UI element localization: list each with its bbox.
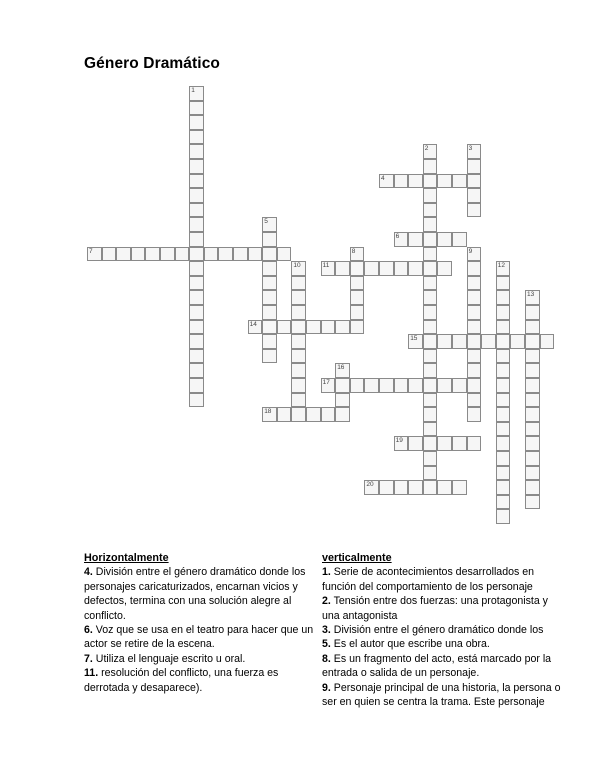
clue-down-1 [322,565,567,594]
crossword-cell[interactable] [291,378,306,393]
crossword-cell[interactable] [131,247,146,262]
cell-number: 4 [381,174,385,182]
crossword-cell[interactable] [423,217,438,232]
crossword-cell[interactable] [350,261,365,276]
crossword-cell[interactable] [423,247,438,262]
crossword-cell[interactable] [189,174,204,189]
crossword-cell[interactable] [467,436,482,451]
crossword-cell[interactable] [540,334,555,349]
crossword-cell[interactable] [452,334,467,349]
crossword-cell[interactable] [189,290,204,305]
crossword-cell[interactable] [496,261,511,276]
cell-number: 3 [468,145,473,153]
crossword-cell[interactable] [525,378,540,393]
crossword-cell[interactable] [350,305,365,320]
crossword-cell[interactable] [248,320,263,335]
crossword-cell[interactable] [189,320,204,335]
across-clues [84,551,324,695]
cell-number: 12 [497,262,506,270]
crossword-cell[interactable] [291,320,306,335]
crossword-cell[interactable] [408,480,423,495]
crossword-cell[interactable] [423,422,438,437]
crossword-cell[interactable] [394,261,409,276]
clue-number: 7. [84,652,93,665]
clue-across-4 [84,565,324,623]
crossword-cell[interactable] [189,203,204,218]
crossword-cell[interactable] [262,261,277,276]
crossword-cell[interactable] [496,509,511,524]
crossword-cell[interactable] [525,495,540,510]
crossword-cell[interactable] [291,261,306,276]
crossword-cell[interactable] [496,480,511,495]
crossword-cell[interactable] [423,349,438,364]
clue-text: Es el autor que escribe una obra. [330,638,490,651]
clue-down-3 [322,623,567,637]
crossword-cell[interactable] [437,480,452,495]
cell-number: 14 [249,320,257,328]
crossword-cell[interactable] [321,261,336,276]
crossword-cell[interactable] [437,334,452,349]
crossword-cell[interactable] [335,261,350,276]
crossword-cell[interactable] [394,232,409,247]
crossword-cell[interactable] [467,203,482,218]
crossword-cell[interactable] [423,451,438,466]
crossword-cell[interactable] [437,174,452,189]
crossword-cell[interactable] [277,247,292,262]
crossword-cell[interactable] [291,349,306,364]
crossword-cell[interactable] [467,261,482,276]
clue-number: 3. [322,624,331,637]
clue-across-7 [84,652,324,666]
clue-text: Serie de acontecimientos desarrollados en función del comportamiento de los personaje [322,566,535,593]
cell-number: 13 [527,291,535,299]
crossword-cell[interactable] [423,466,438,481]
clue-number: 5. [322,638,331,651]
clue-across-6 [84,623,324,652]
crossword-cell[interactable] [189,115,204,130]
crossword-cell[interactable] [437,232,452,247]
crossword-cell[interactable] [423,290,438,305]
crossword-cell[interactable] [291,407,306,422]
crossword-cell[interactable] [394,436,409,451]
crossword-cell[interactable] [525,334,540,349]
cell-number: 10 [293,262,301,270]
crossword-cell[interactable] [525,290,540,305]
crossword-cell[interactable] [437,261,452,276]
crossword-cell[interactable] [189,217,204,232]
crossword-cell[interactable] [189,101,204,116]
clue-number: 8. [322,652,331,665]
crossword-cell[interactable] [350,276,365,291]
crossword-cell[interactable] [423,378,438,393]
crossword-cell[interactable] [233,247,248,262]
crossword-cell[interactable] [467,320,482,335]
across-heading: Horizontalmente [84,552,169,564]
crossword-cell[interactable] [335,320,350,335]
crossword-cell[interactable] [189,276,204,291]
crossword-cell[interactable] [189,159,204,174]
crossword-cell[interactable] [467,144,482,159]
clue-text: División entre el género dramático donde los personajes caricaturizados, encarnan vicios y defectos, termina con una solución alegre al conflicto. [84,566,306,622]
crossword-cell[interactable] [408,378,423,393]
crossword-cell[interactable] [467,290,482,305]
clue-text: Voz que se usa en el teatro para hacer que un actor se retire de la escena. [84,624,314,651]
crossword-cell[interactable] [277,320,292,335]
crossword-cell[interactable] [452,232,467,247]
crossword-cell[interactable] [423,436,438,451]
crossword-cell[interactable] [350,290,365,305]
crossword-cell[interactable] [496,276,511,291]
crossword-cell[interactable] [394,174,409,189]
crossword-cell[interactable] [452,378,467,393]
crossword-cell[interactable] [262,349,277,364]
cell-number: 15 [410,335,418,343]
crossword-cell[interactable] [189,349,204,364]
crossword-cell[interactable] [189,247,204,262]
crossword-cell[interactable] [467,247,482,262]
crossword-cell[interactable] [335,393,350,408]
crossword-cell[interactable] [525,436,540,451]
crossword-cell[interactable] [467,305,482,320]
cell-number: 1 [191,87,195,94]
crossword-cell[interactable] [189,378,204,393]
clue-down-8 [322,652,567,681]
crossword-cell[interactable] [467,188,482,203]
crossword-cell[interactable] [335,378,350,393]
cell-number: 20 [366,481,374,489]
crossword-cell[interactable] [277,407,292,422]
crossword-cell[interactable] [496,451,511,466]
crossword-cell[interactable] [189,188,204,203]
crossword-cell[interactable] [452,480,467,495]
cell-number: 5 [264,218,268,226]
crossword-cell[interactable] [394,378,409,393]
clue-number: 9. [322,681,331,694]
crossword-cell[interactable] [467,378,482,393]
crossword-cell[interactable] [379,480,394,495]
crossword-cell[interactable] [423,159,438,174]
crossword-cell[interactable] [525,363,540,378]
clue-number: 11. [84,667,99,680]
crossword-cell[interactable] [335,407,350,422]
crossword-cell[interactable] [364,378,379,393]
clue-down-5 [322,637,567,651]
crossword-cell[interactable] [467,159,482,174]
crossword-cell[interactable] [423,174,438,189]
crossword-cell[interactable] [467,334,482,349]
crossword-cell[interactable] [481,334,496,349]
crossword-cell[interactable] [248,247,263,262]
crossword-cell[interactable] [423,480,438,495]
crossword-cell[interactable] [306,320,321,335]
page-title: Género Dramático [84,55,220,72]
crossword-cell[interactable] [525,451,540,466]
clue-text: División entre el género dramático donde los [330,624,544,637]
crossword-cell[interactable] [423,261,438,276]
crossword-cell[interactable] [102,247,117,262]
crossword-cell[interactable] [189,393,204,408]
crossword-cell[interactable] [496,305,511,320]
crossword-cell[interactable] [262,320,277,335]
clue-number: 2. [322,595,331,608]
cell-number: 9 [468,247,473,255]
crossword-cell[interactable] [452,174,467,189]
cell-number: 8 [351,247,356,255]
crossword-cell[interactable] [452,436,467,451]
crossword-cell[interactable] [437,378,452,393]
crossword-cell[interactable] [116,247,131,262]
crossword-cell[interactable] [525,480,540,495]
cell-number: 6 [395,233,400,240]
crossword-cell[interactable] [467,276,482,291]
clue-text: Utiliza el lenguaje escrito u oral. [92,652,246,665]
crossword-cell[interactable] [496,363,511,378]
crossword-cell[interactable] [423,305,438,320]
crossword-cell[interactable] [291,276,306,291]
crossword-cell[interactable] [160,247,175,262]
crossword-cell[interactable] [321,378,336,393]
crossword-cell[interactable] [262,232,277,247]
crossword-cell[interactable] [496,378,511,393]
crossword-cell[interactable] [350,378,365,393]
crossword-cell[interactable] [189,334,204,349]
clue-number: 6. [84,624,93,637]
crossword-cell[interactable] [408,174,423,189]
crossword-cell[interactable] [525,349,540,364]
clue-number: 4. [84,566,93,579]
crossword-cell[interactable] [204,247,219,262]
crossword-cell[interactable] [423,393,438,408]
clue-down-2 [322,594,567,623]
clue-number: 1. [322,566,331,579]
crossword-cell[interactable] [262,217,277,232]
crossword-cell[interactable] [510,334,525,349]
crossword-cell[interactable] [525,320,540,335]
crossword-cell[interactable] [218,247,233,262]
crossword-cell[interactable] [379,174,394,189]
crossword-cell[interactable] [496,393,511,408]
crossword-cell[interactable] [423,232,438,247]
crossword-cell[interactable] [291,393,306,408]
crossword-cell[interactable] [467,393,482,408]
crossword-cell[interactable] [364,261,379,276]
crossword-cell[interactable] [175,247,190,262]
clue-across-11 [84,666,324,695]
cell-number: 2 [424,145,429,153]
crossword-cell[interactable] [423,144,438,159]
cell-number: 18 [264,408,272,416]
crossword-cell[interactable] [496,334,511,349]
crossword-cell[interactable] [525,422,540,437]
crossword-cell[interactable] [423,203,438,218]
crossword-cell[interactable] [525,407,540,422]
crossword-cell[interactable] [496,349,511,364]
crossword-cell[interactable] [335,363,350,378]
crossword-cell[interactable] [189,232,204,247]
crossword-cell[interactable] [525,466,540,481]
crossword-cell[interactable] [87,247,102,262]
crossword-cell[interactable] [467,407,482,422]
crossword-cell[interactable] [350,247,365,262]
crossword-cell[interactable] [306,407,321,422]
crossword-cell[interactable] [496,407,511,422]
clue-down-9 [322,681,567,710]
crossword-cell[interactable] [291,290,306,305]
crossword-cell[interactable] [379,261,394,276]
cell-number: 17 [322,379,330,386]
crossword-cell[interactable] [423,276,438,291]
crossword-cell[interactable] [189,305,204,320]
crossword-cell[interactable] [189,144,204,159]
down-clues [322,551,567,709]
crossword-cell[interactable] [525,393,540,408]
crossword-cell[interactable] [262,247,277,262]
cell-number: 11 [322,262,330,270]
crossword-cell[interactable] [496,495,511,510]
crossword-cell[interactable] [423,320,438,335]
crossword-cell[interactable] [350,320,365,335]
crossword-grid [87,86,567,546]
cell-number: 19 [395,437,403,445]
crossword-cell[interactable] [262,305,277,320]
crossword-cell[interactable] [189,86,204,101]
crossword-cell[interactable] [423,334,438,349]
crossword-cell[interactable] [364,480,379,495]
crossword-cell[interactable] [525,305,540,320]
crossword-cell[interactable] [496,422,511,437]
crossword-cell[interactable] [189,130,204,145]
clue-text: Personaje principal de una historia, la persona o ser en quien se centra la trama. Este personaje [322,681,561,709]
crossword-cell[interactable] [291,305,306,320]
crossword-cell[interactable] [189,363,204,378]
crossword-cell[interactable] [291,363,306,378]
down-heading: verticalmente [322,552,392,564]
crossword-cell[interactable] [408,436,423,451]
crossword-cell[interactable] [262,334,277,349]
crossword-cell[interactable] [423,188,438,203]
crossword-cell[interactable] [262,407,277,422]
crossword-cell[interactable] [467,174,482,189]
clue-text: Es un fragmento del acto, está marcado por la entrada o salida de un personaje. [322,652,552,680]
crossword-cell[interactable] [467,363,482,378]
crossword-cell[interactable] [467,349,482,364]
crossword-cell[interactable] [262,290,277,305]
crossword-cell[interactable] [423,407,438,422]
crossword-cell[interactable] [189,261,204,276]
crossword-cell[interactable] [321,320,336,335]
crossword-cell[interactable] [394,480,409,495]
crossword-cell[interactable] [321,407,336,422]
crossword-cell[interactable] [496,320,511,335]
crossword-cell[interactable] [291,334,306,349]
cell-number: 16 [337,364,345,372]
crossword-cell[interactable] [496,466,511,481]
crossword-cell[interactable] [437,436,452,451]
crossword-cell[interactable] [408,334,423,349]
crossword-cell[interactable] [408,232,423,247]
clue-text: Tensión entre dos fuerzas: una protagonista y una antagonista [322,595,548,622]
crossword-cell[interactable] [379,378,394,393]
clue-text: resolución del conflicto, una fuerza es derrotada y desaparece). [84,667,279,694]
crossword-cell[interactable] [145,247,160,262]
crossword-cell[interactable] [496,436,511,451]
cell-number: 7 [89,247,93,255]
crossword-cell[interactable] [423,363,438,378]
crossword-cell[interactable] [408,261,423,276]
crossword-cell[interactable] [262,276,277,291]
crossword-cell[interactable] [496,290,511,305]
